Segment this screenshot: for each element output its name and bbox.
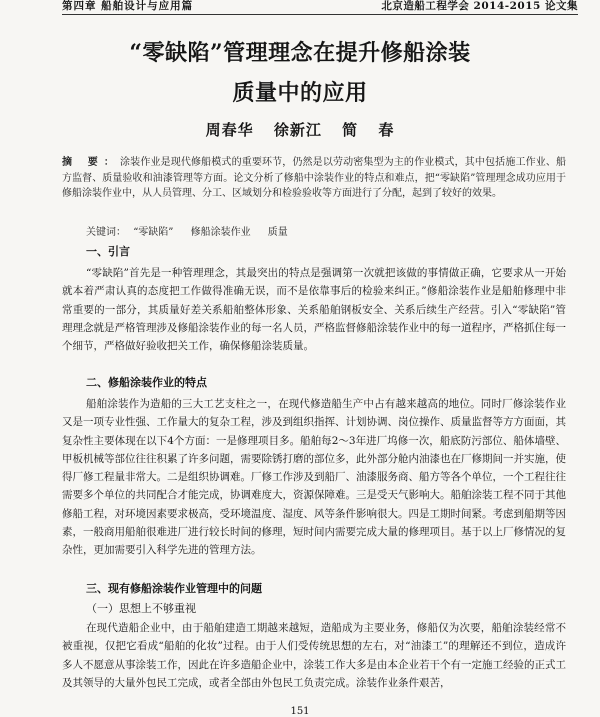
section-heading-characteristics: 二、修船涂装作业的特点 (86, 376, 207, 389)
paper-title-line-2: 质量中的应用 (232, 80, 368, 106)
section-characteristics-paragraph: 船舶涂装作为造船的三大工艺支柱之一，在现代修造船生产中占有越来越高的地位。同时厂修涂装作业又是一项专业性强、工作量大的复杂工程，涉及到组织指挥、计划协调、岗位操作、质量监督等方方面面，其复杂性主要体现在以下4个方面：一是修理项目多。船舶每2～3年进厂坞修一次，船底防污部位、船体墙壁、甲板机械等部位往往积累了许多问题，需要除锈打磨的部位多，此外部分舱内油漆也在厂修期间一并实施，使得厂修工程量非常大。二是组织协调难。厂修工作涉及到船厂、油漆服务商、船方等各个单位，一个工程往往需要多个单位的共同配合才能完成，协调难度大，资源保障难。三是受天气影响大。船舶涂装工程不同于其他修船工程，对环境因素要求极高，受环境温度、湿度、风等条件影响很大。四是工期时间紧。考虑到船期等因素，一般商用船舶很难进厂进行较长时间的修理，短时间内需要完成大量的修理项目。基于以上厂修情况的复杂性，更加需要引入科学先进的管理方法。 (62, 398, 566, 557)
page-number: 151 (290, 706, 310, 717)
section-heading-problems: 三、现有修船涂装作业管理中的问题 (86, 582, 262, 595)
running-header-proceedings: 北京造船工程学会 2014-2015 论文集 (381, 0, 578, 12)
abstract-text: 涂装作业是现代修船模式的重要环节，仍然是以劳动密集型为主的作业模式，其中包括施工作业、船方监督、质量验收和油漆管理等方面。论文分析了修船中涂装作业的特点和难点，把“零缺陷”管理理念成功应用于修船涂装作业中，从人员管理、分工、区域划分和检验验收等方面进行了分配，起到了较好的效果。 (62, 157, 567, 199)
keywords (86, 226, 302, 240)
keyword: 质量 (267, 227, 288, 238)
keyword: “零缺陷” (133, 227, 174, 238)
subsection-heading-attitude: （一）思想上不够重视 (86, 602, 196, 615)
author-name: 周春华 (205, 121, 254, 139)
running-header (62, 0, 578, 15)
author-list (0, 121, 600, 139)
author-name: 简 春 (342, 121, 395, 139)
running-header-chapter: 第四章 船舶设计与应用篇 (62, 0, 194, 12)
abstract (62, 155, 566, 202)
keyword: 修船涂装作业 (190, 227, 251, 238)
author-name: 徐新江 (273, 121, 322, 139)
section-heading-introduction: 一、引言 (86, 245, 130, 258)
keywords-label: 关键词： (86, 227, 126, 238)
section-introduction-paragraph: “零缺陷”首先是一种管理理念，其最突出的特点是强调第一次就把该做的事情做正确，它要求从一开始就本着严肃认真的态度把工作做得准确无误，而不是依靠事后的检验来纠正。”修船涂装作业是船舶修理中非常重要的一部分，其质量好差关系船舶整体形象、关系船舶钢板安全、关系后续生产经营。引入“零缺陷”管理理念就是严格管理涉及修船涂装作业的每一名人员，严格监督修船涂装作业中的每一道程序，严格抓住每一个细节，严格做好验收把关工作，确保修船涂装质量。 (62, 267, 566, 353)
paper-title-line-1: “零缺陷”管理理念在提升修船涂装 (129, 40, 471, 66)
abstract-label: 摘 要： (62, 157, 121, 168)
section-problems-paragraph: 在现代造船企业中，由于船舶建造工期越来越短，造船成为主要业务，修船仅为次要，船舶涂装经常不被重视，仅把它看成“船舶的化妆”过程。由于人们受传统思想的左右，对“油漆工”的理解还不到位，造成许多人不愿意从事涂装工作，因此在许多造船企业中，涂装工作大多是由本企业若干个有一定施工经验的正式工及其领导的大量外包民工完成，或者全部由外包民工负责完成。涂装作业条件艰苦， (62, 622, 566, 689)
